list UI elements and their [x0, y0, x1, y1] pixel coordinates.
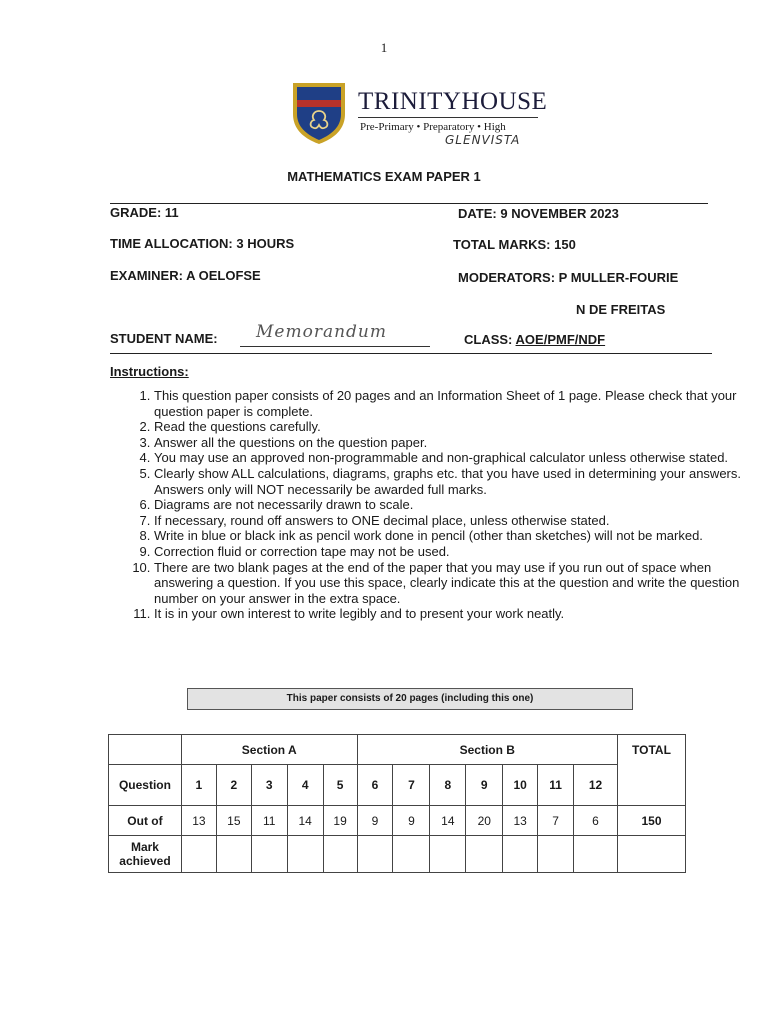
out-of-value: 14	[430, 806, 466, 836]
total-marks-value: 150	[554, 237, 576, 252]
time-label: TIME ALLOCATION:	[110, 236, 233, 251]
instruction-item: 1. This question paper consists of 20 pages and an Information Sheet of 1 page. Please check that your question paper is complete.	[154, 388, 744, 419]
student-name-label: STUDENT NAME:	[110, 331, 218, 346]
mark-achieved-total[interactable]	[617, 836, 685, 873]
question-number: 12	[574, 765, 618, 806]
paper-title: MATHEMATICS EXAM PAPER 1	[287, 169, 481, 184]
header-top-rule	[110, 203, 708, 204]
instructions-title: Instructions:	[110, 364, 189, 379]
moderators-label: MODERATORS:	[458, 270, 556, 285]
question-number: 1	[181, 765, 216, 806]
grade-label: GRADE:	[110, 205, 162, 220]
mark-achieved-cell[interactable]	[287, 836, 323, 873]
table-cell	[109, 735, 182, 765]
header-bottom-rule	[110, 353, 712, 354]
grade-value: 11	[164, 205, 179, 220]
out-of-value: 9	[357, 806, 393, 836]
instruction-item: 7. If necessary, round off answers to ONE decimal place, unless otherwise stated.	[154, 513, 744, 529]
out-of-value: 13	[181, 806, 216, 836]
marks-table	[108, 734, 686, 873]
school-name-rule	[358, 117, 538, 118]
date-label: DATE:	[458, 206, 497, 221]
mark-achieved-cell[interactable]	[357, 836, 393, 873]
out-of-value: 7	[538, 806, 574, 836]
instruction-item: 8. Write in blue or black ink as pencil work done in pencil (other than sketches) will not be marked.	[154, 528, 744, 544]
total-header: TOTAL	[617, 735, 685, 806]
class-value: AOE/PMF/NDF	[515, 332, 606, 347]
examiner-row	[110, 268, 261, 283]
question-label: Question	[109, 765, 182, 806]
moderators-row	[458, 270, 678, 285]
question-number: 8	[430, 765, 466, 806]
out-of-value: 9	[393, 806, 430, 836]
out-of-label: Out of	[109, 806, 182, 836]
mark-achieved-cell[interactable]	[574, 836, 618, 873]
instruction-item: 6. Diagrams are not necessarily drawn to scale.	[154, 497, 744, 513]
student-name-signature: Memorandum	[256, 322, 387, 342]
table-row	[109, 765, 686, 806]
out-of-total: 150	[617, 806, 685, 836]
grade-row	[110, 205, 179, 220]
instruction-item: 3. Answer all the questions on the question paper.	[154, 435, 744, 451]
school-phases: Pre-Primary • Preparatory • High	[360, 121, 506, 133]
mark-achieved-cell[interactable]	[216, 836, 251, 873]
mark-achieved-cell[interactable]	[393, 836, 430, 873]
question-number: 7	[393, 765, 430, 806]
mark-achieved-label: Mark achieved	[109, 836, 182, 873]
question-number: 3	[251, 765, 287, 806]
mark-achieved-cell[interactable]	[430, 836, 466, 873]
instruction-item: 11. It is in your own interest to write legibly and to present your work neatly.	[154, 606, 744, 622]
table-row	[109, 836, 686, 873]
out-of-value: 20	[466, 806, 503, 836]
question-number: 10	[503, 765, 538, 806]
total-marks-label: TOTAL MARKS:	[453, 237, 551, 252]
school-name: TRINITYHOUSE	[358, 88, 548, 115]
out-of-value: 15	[216, 806, 251, 836]
page-number: 1	[380, 40, 388, 55]
class-row	[464, 332, 605, 347]
instruction-item: 4. You may use an approved non-programmable and non-graphical calculator unless otherwise stated.	[154, 450, 744, 466]
table-row	[109, 806, 686, 836]
moderator-2: N DE FREITAS	[576, 302, 666, 317]
instructions-list	[130, 388, 744, 622]
question-number: 4	[287, 765, 323, 806]
moderator-1: P MULLER-FOURIE	[558, 270, 679, 285]
time-row	[110, 236, 294, 251]
mark-achieved-cell[interactable]	[503, 836, 538, 873]
student-name-line	[240, 346, 430, 347]
question-number: 11	[538, 765, 574, 806]
mark-achieved-cell[interactable]	[251, 836, 287, 873]
instruction-item: 2. Read the questions carefully.	[154, 419, 744, 435]
page-count-note: This paper consists of 20 pages (including this one)	[187, 688, 633, 710]
mark-achieved-cell[interactable]	[323, 836, 357, 873]
instruction-item: 9. Correction fluid or correction tape may not be used.	[154, 544, 744, 560]
mark-achieved-cell[interactable]	[538, 836, 574, 873]
out-of-value: 13	[503, 806, 538, 836]
school-campus: GLENVISTA	[445, 133, 521, 147]
section-b-header: Section B	[357, 735, 617, 765]
date-row	[458, 206, 619, 221]
out-of-value: 14	[287, 806, 323, 836]
table-row	[109, 735, 686, 765]
class-label: CLASS:	[464, 332, 513, 347]
out-of-value: 6	[574, 806, 618, 836]
question-number: 6	[357, 765, 393, 806]
out-of-value: 19	[323, 806, 357, 836]
date-value: 9 NOVEMBER 2023	[500, 206, 619, 221]
examiner-label: EXAMINER:	[110, 268, 183, 283]
total-marks-row	[453, 237, 576, 252]
examiner-value: A OELOFSE	[186, 268, 261, 283]
question-number: 9	[466, 765, 503, 806]
mark-achieved-cell[interactable]	[181, 836, 216, 873]
school-crest-icon	[290, 80, 348, 146]
out-of-value: 11	[251, 806, 287, 836]
question-number: 2	[216, 765, 251, 806]
instruction-item: 10. There are two blank pages at the end of the paper that you may use if you run out of space when answering a question. If you use this space, clearly indicate this at the question and write the question number on your answer in the extra space.	[154, 560, 744, 607]
section-a-header: Section A	[181, 735, 357, 765]
time-value: 3 HOURS	[236, 236, 295, 251]
instruction-item: 5. Clearly show ALL calculations, diagrams, graphs etc. that you have used in determining your answers. Answers only will NOT necessarily be awarded full marks.	[154, 466, 744, 497]
mark-achieved-cell[interactable]	[466, 836, 503, 873]
question-number: 5	[323, 765, 357, 806]
